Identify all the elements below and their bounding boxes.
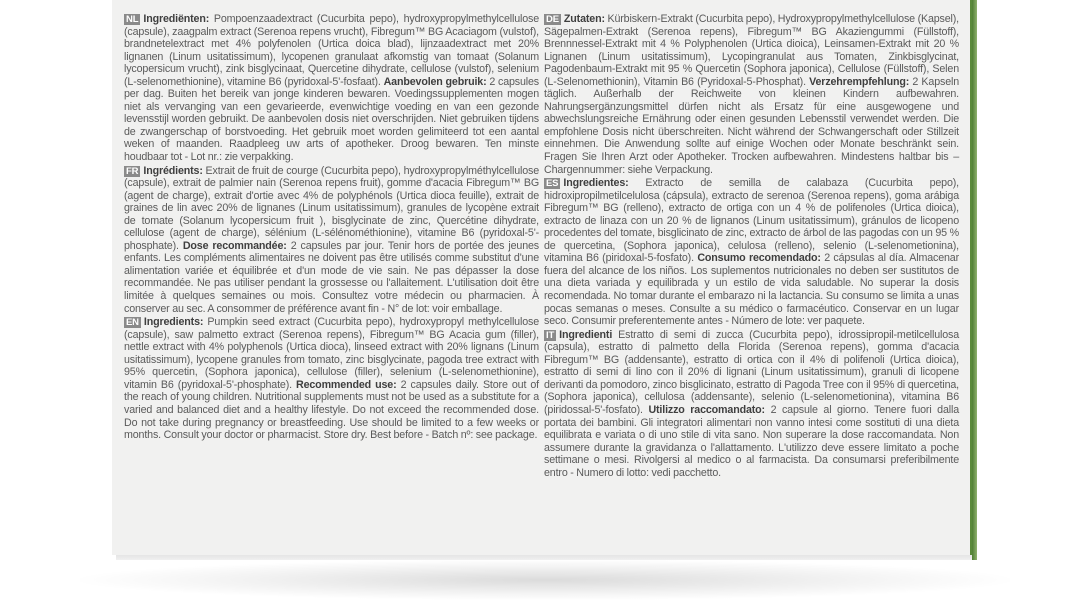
right-column: [544, 13, 959, 480]
usage-text: 2 capsules per dag. Buiten het bereik van jonge kinderen bewaren. Voedingssupplementen mogen niet als vervanging van een gevarieerde, evenwichtige voeding en van een gezonde levensstijl worden gebruikt. De aanbevolen dosis niet overschrijden. Niet gebruiken tijdens de zwangerschap of borstvoeding. Het gebruik moet worden gelimiteerd tot een aantal weken of maanden. Raadpleeg uw arts of apotheker. Droog bewaren. Ten minste houdbaar tot - Lot nr.: zie verpakking.: [124, 75, 540, 164]
usage-text: 2 capsule al giorno. Tenere fuori dalla portata dei bambini. Gli integratori alimentari non vanno intesi come sostituti di una dieta equilibrata e variata o di uno stile di vita sano. Non superare la dose raccomandata. Non assumere durante la gravidanza o l'allattamento. L'utilizzo deve essere limitato a poche settimane o mesi. Rivolgersi al medico o al farmacista. Da consumarsi preferibilmente entro - Numero di lotto: vedi pacchetto.: [544, 403, 959, 479]
usage-heading: Aanbevolen gebruik:: [383, 75, 487, 88]
ingredients-text: Estratto di semi di zucca (Cucurbita pepo), idrossipropil-metilcellulosa (capsula), estratto di palmetto della Florida (Serenoa repens), gomma d'acacia Fibregum™ BG (addensante), estratto di ortica con il 4% di polifenoli (Urtica dioica), estratto di semi di lino con il 20% di lignani (Linum usitatissimum), granuli di licopene derivanti da pomodoro, zinco bisglicinato, estratto di Pagoda Tree con il 95% di quercetina, (Sophora japonica), cellulosa (addensante), selenio (L-selenometionina), vitamina B6 (piridossal-5'-fosfato).: [544, 328, 959, 416]
ingredients-heading: Ingredients:: [143, 316, 204, 329]
box-shadow: [80, 560, 1010, 600]
lang-block-de: [544, 13, 959, 176]
lang-code-badge: IT: [546, 329, 555, 341]
usage-text: 2 cápsulas al día. Almacenar fuera del alcance de los niños. Los suplementos nutricionales no deben ser sustitutos de una dieta variada y equilibrada y un estilo de vida saludable. No superar la dosis recomendada. No tomar durante el embarazo ni la lactancia. Su consumo se limita a unas pocas semanas o meses. Consulte a su médico o farmacéutico. Conservar en un lugar seco. Consumir preferentemente antes - Número de lote: ver paquete.: [544, 252, 960, 328]
lang-block-it: [544, 329, 959, 480]
ingredients-heading: Zutaten:: [563, 13, 605, 25]
ingredients-text: Kürbiskern-Extrakt (Cucurbita pepo), Hydroxypropylmethylcellulose (Kapsel), Sägepalmen-Extrakt (Serenoa repens), Fibregum™ BG Akaziengummi (Füllstoff), Brennnessel-Extrakt mit 4 % Polyphenolen (Urtica dioica), Leinsamen-Extrakt mit 20 % Lignanen (Linum usitatissimum), Lycopingranulat aus Tomaten, Zinkbisglycinat, Pagodenbaum-Extrakt mit 95 % Quercetin (Sophora japonica), Cellulose (Füllstoff), Selen (L-Selenomethionin), Vitamin B6 (Pyridoxal-5-Phosphat).: [544, 13, 959, 88]
ingredients-heading: Ingredientes:: [563, 177, 629, 190]
lang-code-badge: DE: [546, 14, 559, 25]
usage-text: 2 Kapseln täglich. Außerhalb der Reichweite von kleinen Kindern aufbewahren. Nahrungsergänzungsmittel dürfen nicht als Ersatz für eine ausgewogene und abwechslungsreiche Ernährung oder einen gesunden Lebensstil verwendet werden. Die empfohlene Dosis nicht überschreiten. Nicht während der Schwangerschaft oder Stillzeit einnehmen. Die Anwendung sollte auf einige Wochen oder Monate beschränkt sein. Fragen Sie Ihren Arzt oder Apotheker. Trocken aufbewahren. Mindestens haltbar bis – Chargennummer: siehe Verpackung.: [544, 75, 960, 176]
usage-text: 2 capsules daily. Store out of the reach of young children. Nutritional supplements must not be used as a substitute for a varied and balanced diet and a healthy lifestyle. Do not exceed the recommended dose. Do not take during pregnancy or breastfeeding. Use should be limited to a few weeks or months. Consult your doctor or pharmacist. Store dry. Best before - Batch nº: see package.: [124, 378, 539, 442]
lang-block-nl: [124, 13, 539, 164]
ingredients-text: Extracto de semilla de calabaza (Cucurbita pepo), hidroxipropilmetilcelulosa (cápsula), extracto de serenoa (Serenoa repens), goma arábiga Fibregum™ BG (relleno), extracto de ortiga con un 4 % de polifenoles (Urtica dioica), extracto de linaza con un 20 % de lignanos (Linum usitatissimum), gránulos de licopeno procedentes del tomate, bisglicinato de zinc, extracto de árbol de las pagodas con un 95 % de quercetina, (Sophora japonica), celulosa (relleno), selenio (L-selenometionina), vitamina B6 (piridoxal-5-fosfato).: [544, 177, 959, 265]
ingredients-heading: Ingrédients:: [143, 164, 203, 177]
lang-block-es: [544, 177, 959, 328]
lang-code-badge: NL: [126, 14, 139, 25]
ingredients-heading: Ingredienti: [559, 328, 613, 341]
usage-heading: Recommended use:: [296, 378, 397, 391]
ingredients-text: Pompoenzaadextract (Cucurbita pepo), hydroxypropylmethylcellulose (capsule), zaagpalm extract (Serenoa repens vrucht), Fibregum™ BG Acaciagom (vulstof), brandnetelextract met 4% polyfenolen (Urtica doica blad), lijnzaadextract met 20% lignanen (Linum usitatissimum), lycopenen granulaat afkomstig van tomaat (Solanum lycopersicum vrucht), zink bisglycinaat, Quercetine dihydrate, cellulose (vulstof), selenium (L-selenomethionine), vitamine B6 (pyridoxal-5'-fosfaat).: [124, 13, 539, 88]
ingredients-heading: Ingrediënten:: [143, 13, 210, 25]
usage-heading: Verzehrempfehlung:: [809, 75, 910, 88]
usage-heading: Consumo recomendado:: [697, 252, 821, 265]
ingredients-text: Pumpkin seed extract (Cucurbita pepo), hydroxypropyl methylcellulose (capsule), saw palmetto extract (Serenoa repens), Fibregum™ BG Acacia gum (filler), nettle extract with 4% polyphenols (Urtica dioca), linseed extract with 20% lignans (Linum usitatissimum), lycopene granules from tomato, zinc bisglycinate, pagoda tree extract with 95% quercetin, (Sophora japonica), cellulose (filler), selenium (L-selenomethionine), vitamin B6 (pyridoxal-5'-phosphate).: [124, 316, 539, 391]
usage-heading: Dose recommandée:: [182, 239, 287, 252]
box-side-green-edge: [972, 0, 977, 560]
lang-block-en: [124, 316, 539, 441]
lang-code-badge: ES: [546, 178, 559, 190]
ingredients-text: Extrait de fruit de courge (Cucurbita pepo), hydroxypropylméthylcellulose (capsule), extrait de palmier nain (Serenoa repens fruit), gomme d'acacia Fibregum™ BG (agent de charge), extrait d'ortie avec 4% de polyphénols (Urtica dioca feuille), extrait de graines de lin avec 20% de lignanes (Linum usitatissimum), granules de lycopène extrait de tomate (Solanum lycopersicum fruit ), bisglycinate de zinc, Quercétine dihydrate, cellulose (agent de charge), sélénium (L-sélénométhionine), vitamine B6 (pyridoxal-5'-phosphate).: [124, 164, 539, 252]
lang-code-badge: FR: [126, 165, 139, 177]
usage-heading: Utilizzo raccomandato:: [648, 403, 765, 416]
left-column: [124, 13, 539, 443]
lang-code-badge: EN: [126, 317, 139, 329]
usage-text: 2 capsules par jour. Tenir hors de portée des jeunes enfants. Les compléments alimentaires ne doivent pas être utilisés comme substitut d'une alimentation variée et équilibrée et d'un mode de vie sain. Ne pas dépasser la dose recommandée. Ne pas utiliser pendant la grossesse ou l'allaitement. L'utilisation doit être limitée à quelques semaines ou mois. Consultez votre médecin ou pharmacien. À conserver au sec. A consommer de préférence avant fin - N° de lot: voir emballage.: [124, 239, 540, 315]
lang-block-fr: [124, 165, 539, 316]
